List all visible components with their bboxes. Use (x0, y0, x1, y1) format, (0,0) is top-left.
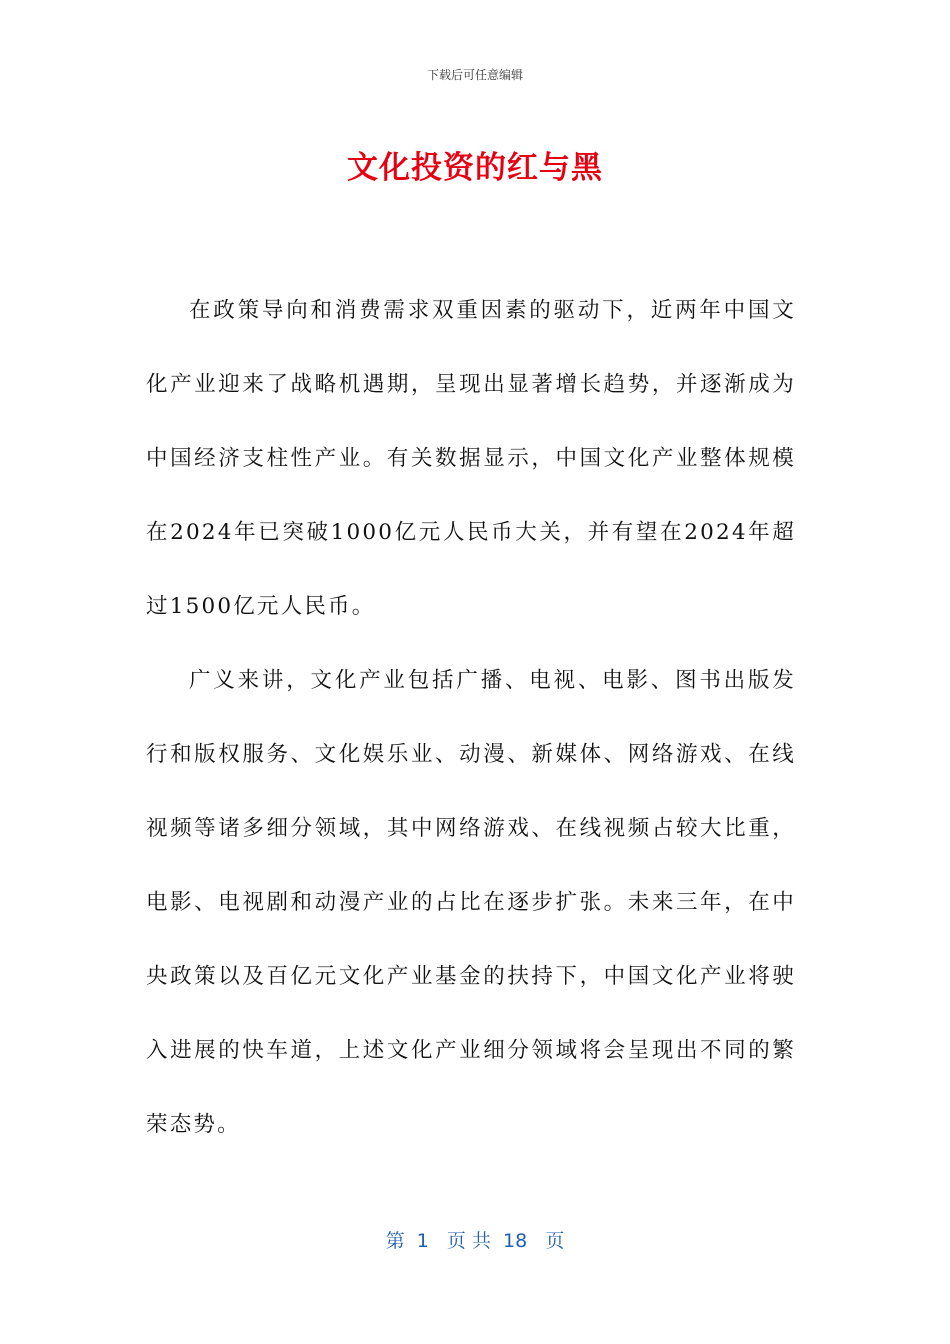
document-title: 文化投资的红与黑 (347, 150, 603, 186)
page-number-footer: 第 1 页 共 18 页 (385, 1230, 565, 1252)
paragraph: 在政策导向和消费需求双重因素的驱动下，近两年中国文化产业迎来了战略机遇期，呈现出显著增长趋势，并逐渐成为中国经济支柱性产业。有关数据显示，中国文化产业整体规模在2024年已突破1000亿元人民币大关，并有望在2024年超过1500亿元人民币。 (146, 298, 796, 619)
paragraph: 广义来讲，文化产业包括广播、电视、电影、图书出版发行和版权服务、文化娱乐业、动漫、新媒体、网络游戏、在线视频等诸多细分领域，其中网络游戏、在线视频占较大比重，电影、电视剧和动漫产业的占比在逐步扩张。未来三年，在中央政策以及百亿元文化产业基金的扶持下，中国文化产业将驶入进展的快车道，上述文化产业细分领域将会呈现出不同的繁荣态势。 (146, 668, 796, 1137)
header-note: 下载后可任意编辑 (426, 68, 523, 82)
document-body (146, 274, 796, 1162)
